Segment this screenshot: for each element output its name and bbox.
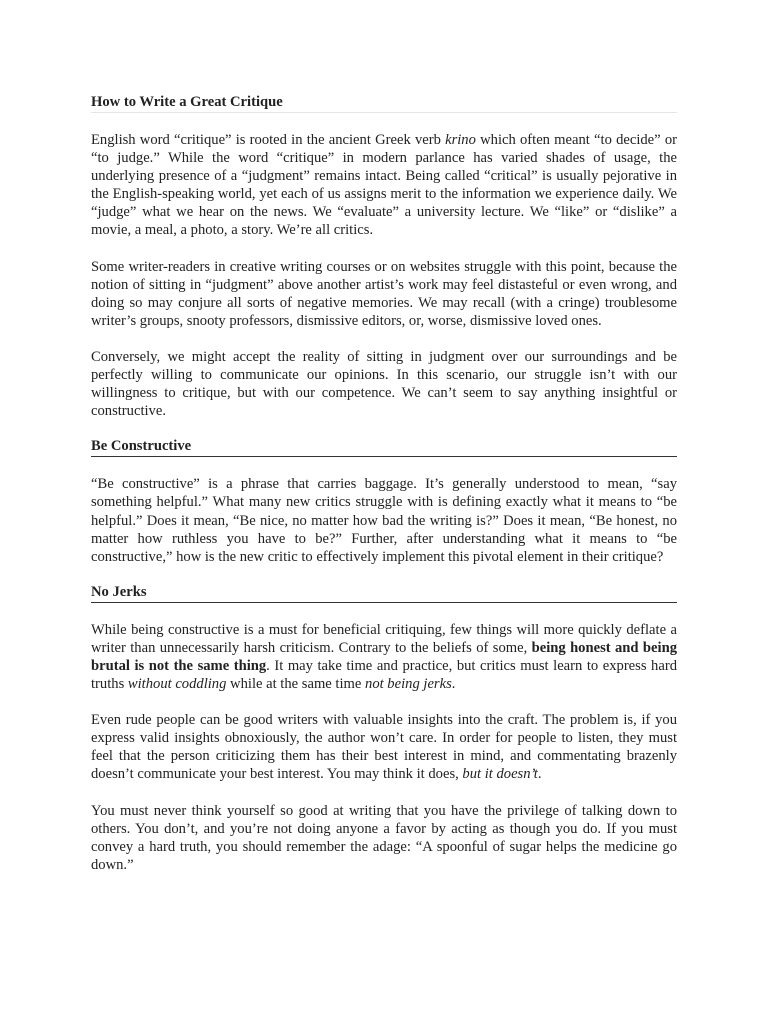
jerks-paragraph-2-text-b: . (537, 766, 542, 783)
bold-phrase-honest-not-brutal: being honest and being brutal is not the same thing (91, 639, 677, 674)
document-title: How to Write a Great Critique (91, 94, 677, 113)
intro-paragraph-1 (91, 131, 677, 240)
italic-phrase-not-being-jerks: not being jerks (365, 676, 452, 693)
document-page (91, 94, 677, 874)
jerks-paragraph-2-text-a: Even rude people can be good writers with valuable insights into the craft. The problem is, if you express valid insights obnoxiously, the author won’t care. In order for people to listen, they must feel that the person criticizing them has their best interest in mind, and commentating brazenly doesn’t communicate your best interest. You may think it does, (91, 712, 677, 783)
italic-phrase-but-it-doesnt: but it doesn’t (462, 766, 538, 783)
intro-paragraph-1-text-b: which often meant “to decide” or “to judge.” While the word “critique” in modern parlance has varied shades of usage, the underlying presence of a “judgment” remains intact. Being called “critical” is usually pejorative in the English-speaking world, yet each of us assigns merit to the information we experience daily. We “judge” what we hear on the news. We “evaluate” a university lecture. We “like” or “dislike” a movie, a meal, a photo, a story. We’re all critics. (91, 132, 677, 239)
jerks-paragraph-3: You must never think yourself so good at writing that you have the privilege of talking down to others. You don’t, and you’re not doing anyone a favor by acting as though you do. If you must convey a hard truth, you should remember the adage: “A spoonful of sugar helps the medicine go down.” (91, 802, 677, 873)
jerks-paragraph-2 (91, 711, 677, 783)
intro-paragraph-2: Some writer-readers in creative writing courses or on websites struggle with this point, because the notion of sitting in “judgment” above another artist’s work may feel distasteful or even wrong, and doing so may conjure all sorts of negative memories. We may recall (with a cringe) troublesome writer’s groups, snooty professors, dismissive editors, or, worse, dismissive loved ones. (91, 258, 677, 329)
greek-word-krino: krino (445, 132, 476, 148)
intro-paragraph-1-text-a: English word “critique” is rooted in the ancient Greek verb (91, 132, 446, 148)
italic-phrase-without-coddling: without coddling (127, 676, 227, 693)
constructive-paragraph-1: “Be constructive” is a phrase that carries baggage. It’s generally understood to mean, “say something helpful.” What many new critics struggle with is defining exactly what it means to “be helpful.” Does it mean, “Be nice, no matter how bad the writing is?” Does it mean, “Be honest, no matter how ruthless you have to be?” Further, after understanding what it means to “be constructive,” how is the new critic to effectively implement this pivotal element in their critique? (91, 476, 677, 565)
jerks-paragraph-1-text-d: . (451, 676, 456, 693)
section-heading-be-constructive: Be Constructive (91, 438, 677, 457)
jerks-paragraph-1 (91, 621, 677, 693)
jerks-paragraph-1-text-b: . It may take time and practice, but critics must learn to express hard truths (91, 657, 677, 693)
jerks-paragraph-1-text-c: while at the same time (226, 676, 366, 693)
jerks-paragraph-1-text-a: While being constructive is a must for beneficial critiquing, few things will more quickly deflate a writer than unnecessarily harsh criticism. Contrary to the beliefs of some, (91, 621, 677, 656)
intro-paragraph-3: Conversely, we might accept the reality of sitting in judgment over our surroundings and be perfectly willing to communicate our opinions. In this scenario, our struggle isn’t with our willingness to critique, but with our competence. We can’t seem to say anything insightful or constructive. (91, 348, 677, 420)
section-heading-no-jerks: No Jerks (91, 584, 677, 603)
